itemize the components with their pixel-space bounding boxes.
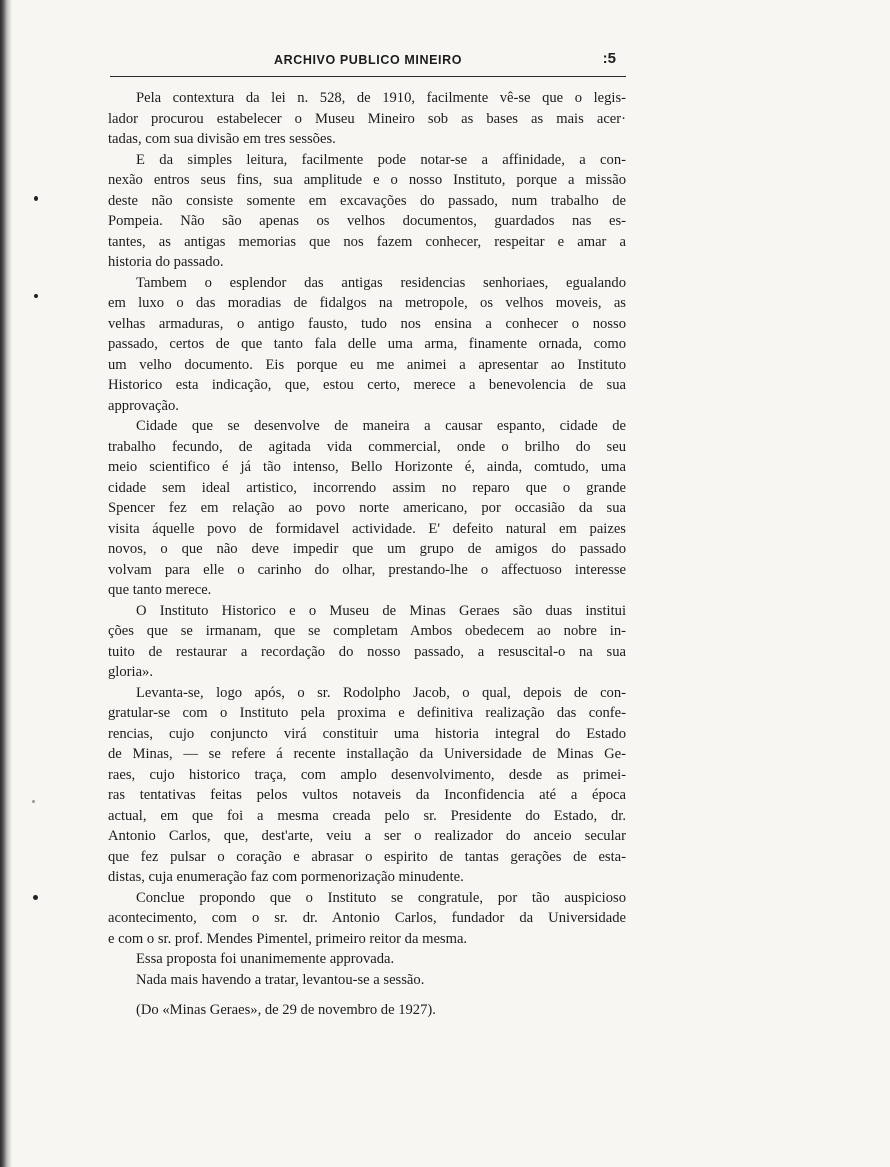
text-line: O Instituto Historico e o Museu de Minas Geraes são duas institui: [136, 602, 626, 619]
text-line: Spencer fez em relação ao povo norte americano, por occasião da sua: [108, 500, 626, 516]
text-line: approvação.: [108, 397, 179, 414]
text-line: em luxo o das moradias de fidalgos na metropole, os velhos moveis, as: [108, 295, 626, 311]
text-line: gratular-se com o Instituto pela proxima e definitiva realização das confe-: [108, 705, 626, 721]
text-line: Nada mais havendo a tratar, levantou-se a sessão.: [136, 971, 425, 988]
text-line: deste não consiste somente em excavações do passado, num trabalho de: [108, 192, 626, 209]
text-line: acontecimento, com o sr. dr. Antonio Carlos, fundador da Universidade: [108, 910, 626, 926]
paragraph: [108, 273, 626, 417]
body-text: [108, 88, 626, 1021]
paragraph: [108, 601, 626, 683]
text-line: historia do passado.: [108, 254, 224, 270]
running-head: ARCHIVO PUBLICO MINEIRO: [273, 53, 463, 67]
paragraph: [108, 888, 626, 950]
text-line: Pela contextura da lei n. 528, de 1910, facilmente vê-se que o legis-: [136, 90, 626, 106]
text-line: tadas, com sua divisão em tres sessões.: [108, 131, 336, 147]
text-line: e com o sr. prof. Mendes Pimentel, primeiro reitor da mesma.: [108, 930, 468, 947]
text-line: volvam para elle o carinho do olhar, prestando-lhe o affectuoso interesse: [108, 561, 626, 578]
text-line: que tanto merece.: [108, 582, 212, 598]
paragraph: [108, 970, 626, 991]
text-line: Cidade que se desenvolve de maneira a causar espanto, cidade de: [136, 418, 626, 434]
paragraph: [108, 88, 626, 150]
text-line: trabalho fecundo, de agitada vida commercial, onde o brilho do seu: [108, 438, 626, 455]
text-line: actual, em que foi a mesma creada pelo sr. Presidente do Estado, dr.: [108, 807, 626, 824]
text-line: Conclue propondo que o Instituto se congratule, por tão auspicioso: [136, 889, 626, 906]
text-line: Levanta-se, logo após, o sr. Rodolpho Jacob, o qual, depois de con-: [136, 684, 626, 701]
text-line: nexão entros seus fins, sua amplitude e o nosso Instituto, porque a missão: [108, 172, 626, 188]
paragraph: [108, 150, 626, 273]
text-line: distas, cuja enumeração faz com pormenorização minudente.: [108, 869, 464, 885]
text-line: ras tentativas feitas pelos vultos notaveis da Inconfidencia até a época: [108, 787, 626, 803]
text-line: Historico esta indicação, que, estou certo, merece a benevolencia de sua: [108, 377, 626, 393]
text-line: tantes, as antigas memorias que nos fazem conhecer, respeitar e amar a: [108, 233, 626, 250]
text-line: Antonio Carlos, que, dest'arte, veiu a ser o realizador do anceio secular: [108, 828, 626, 844]
text-line: Essa proposta foi unanimemente approvada.: [136, 951, 395, 967]
text-line: lador procurou estabelecer o Museu Mineiro sob as bases as mais acer·: [108, 110, 626, 127]
text-line: tuito de restaurar a recordação do nosso passado, a resuscital-o na sua: [108, 643, 626, 660]
text-line: meio scientifico é já tão intenso, Bello Horizonte é, ainda, comtudo, uma: [108, 459, 626, 475]
text-line: Tambem o esplendor das antigas residencias senhoriaes, egualando: [136, 274, 626, 291]
paragraph: [108, 683, 626, 888]
text-line: gloria».: [108, 664, 153, 680]
text-line: velhas armaduras, o antigo fausto, tudo nos ensina a conhecer o nosso: [108, 315, 626, 332]
text-line: cidade sem ideal artistico, incorrendo assim no reparo que o grande: [108, 479, 626, 496]
paragraph: [108, 949, 626, 970]
text-line: Pompeia. Não são apenas os velhos documentos, guardados nas es-: [108, 213, 626, 229]
text-line: passado, certos de que tanto fala delle uma arma, finamente ornada, como: [108, 336, 626, 352]
text-line: um velho documento. Eis porque eu me animei a apresentar ao Instituto: [108, 356, 626, 373]
text-line: raes, cujo historico traça, com amplo desenvolvimento, desde as primei-: [108, 766, 626, 783]
source-note: (Do «Minas Geraes», de 29 de novembro de 1927).: [136, 1002, 436, 1018]
text-line: rencias, cujo conjuncto virá constituir uma historia integral do Estado: [108, 725, 626, 742]
page-header: [110, 50, 626, 77]
text-line: visita áquelle povo de formidavel actividade. E' defeito natural em paizes: [108, 520, 626, 537]
page-number: :5: [602, 50, 616, 67]
text-line: novos, o que não deve impedir que um grupo de amigos do passado: [108, 541, 626, 557]
text-line: que fez pulsar o coração e abrasar o espirito de tantas gerações de esta-: [108, 848, 626, 865]
book-spine-shadow: [0, 0, 12, 1167]
text-line: de Minas, — se refere á recente installação da Universidade de Minas Ge-: [108, 746, 626, 762]
paragraph: [108, 416, 626, 601]
text-line: ções que se irmanam, que se completam Ambos obedecem ao nobre in-: [108, 623, 626, 639]
text-line: E da simples leitura, facilmente pode notar-se a affinidade, a con-: [136, 151, 626, 168]
